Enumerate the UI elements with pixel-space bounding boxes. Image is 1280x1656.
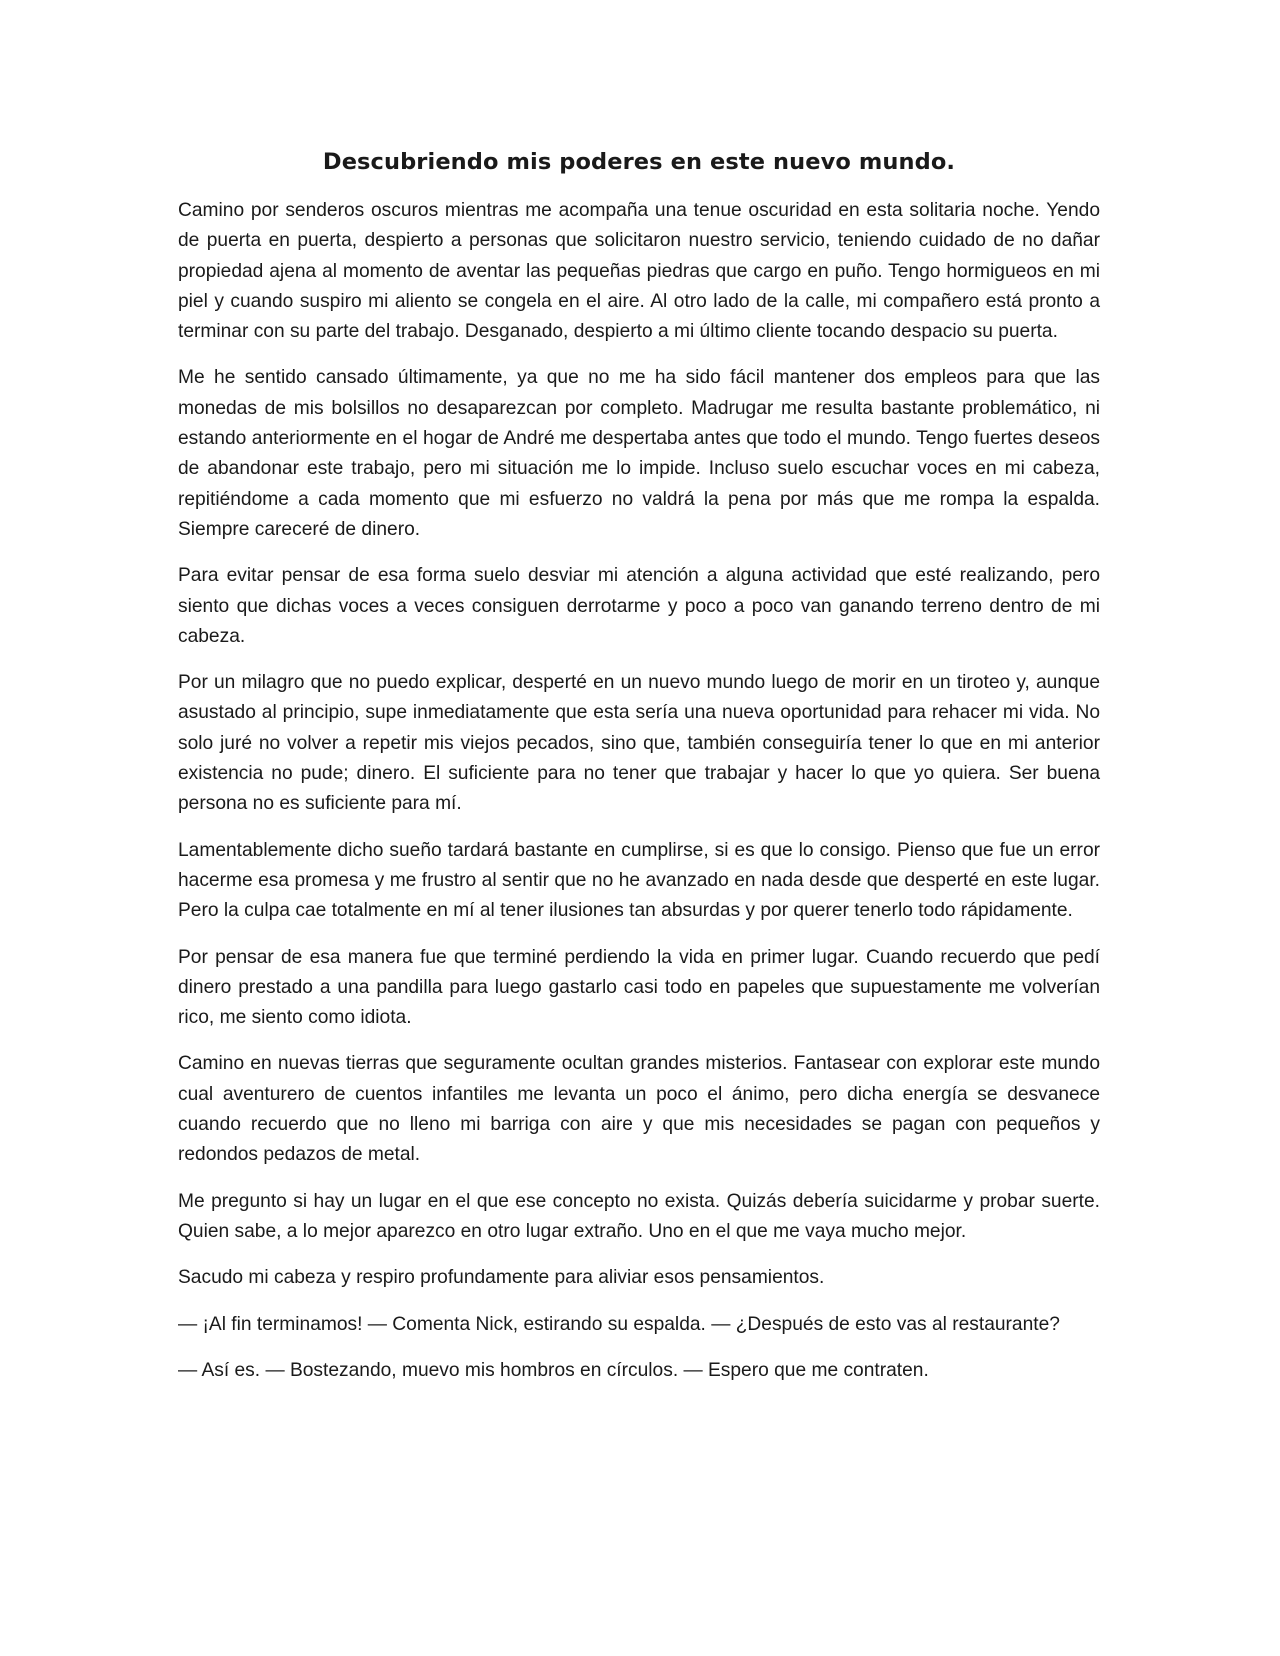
paragraph: Por pensar de esa manera fue que terminé perdiendo la vida en primer lugar. Cuando recuerdo que pedí dinero prestado a una pandilla para luego gastarlo casi todo en papeles que supuestamente me volverían rico, me siento como idiota. xyxy=(178,946,1100,1029)
paragraph: Lamentablemente dicho sueño tardará bastante en cumplirse, si es que lo consigo. Pienso que fue un error hacerme esa promesa y me frustro al sentir que no he avanzado en nada desde que desperté en este lugar. Pero la culpa cae totalmente en mí al tener ilusiones tan absurdas y por querer tenerlo todo rápidamente. xyxy=(178,839,1100,922)
paragraph: Para evitar pensar de esa forma suelo desviar mi atención a alguna actividad que esté realizando, pero siento que dichas voces a veces consiguen derrotarme y poco a poco van ganando terreno dentro de mi cabeza. xyxy=(178,565,1100,647)
dialogue-paragraph: — ¡Al fin terminamos! — Comenta Nick, estirando su espalda. — ¿Después de esto vas al restaurante? xyxy=(178,1313,1060,1335)
paragraph: Sacudo mi cabeza y respiro profundamente para aliviar esos pensamientos. xyxy=(178,1267,825,1289)
dialogue-paragraph: — Así es. — Bostezando, muevo mis hombros en círculos. — Espero que me contraten. xyxy=(178,1359,929,1381)
paragraph: Me pregunto si hay un lugar en el que ese concepto no exista. Quizás debería suicidarme y probar suerte. Quien sabe, a lo mejor aparezco en otro lugar extraño. Uno en el que me vaya mucho mejor. xyxy=(178,1190,1100,1242)
paragraph: Me he sentido cansado últimamente, ya que no me ha sido fácil mantener dos empleos para que las monedas de mis bolsillos no desaparezcan por completo. Madrugar me resulta bastante problemático, ni estando anteriormente en el hogar de André me despertaba antes que todo el mundo. Tengo fuertes deseos de abandonar este trabajo, pero mi situación me lo impide. Incluso suelo escuchar voces en mi cabeza, repitiéndome a cada momento que mi esfuerzo no valdrá la pena por más que me rompa la espalda. Siempre careceré de dinero. xyxy=(178,367,1100,540)
document-title: Descubriendo mis poderes en este nuevo mundo. xyxy=(322,149,956,175)
document-page xyxy=(178,146,1100,1402)
paragraph: Camino por senderos oscuros mientras me acompaña una tenue oscuridad en esta solitaria noche. Yendo de puerta en puerta, despierto a personas que solicitaron nuestro servicio, teniendo cuidado de no dañar propiedad ajena al momento de aventar las pequeñas piedras que cargo en puño. Tengo hormigueos en mi piel y cuando suspiro mi aliento se congela en el aire. Al otro lado de la calle, mi compañero está pronto a terminar con su parte del trabajo. Desganado, despierto a mi último cliente tocando despacio su puerta. xyxy=(178,200,1100,343)
paragraph: Camino en nuevas tierras que seguramente ocultan grandes misterios. Fantasear con explorar este mundo cual aventurero de cuentos infantiles me levanta un poco el ánimo, pero dicha energía se desvanece cuando recuerdo que no lleno mi barriga con aire y que mis necesidades se pagan con pequeños y redondos pedazos de metal. xyxy=(178,1053,1100,1166)
paragraph: Por un milagro que no puedo explicar, desperté en un nuevo mundo luego de morir en un tiroteo y, aunque asustado al principio, supe inmediatamente que esta sería una nueva oportunidad para rehacer mi vida. No solo juré no volver a repetir mis viejos pecados, sino que, también conseguiría tener lo que en mi anterior existencia no pude; dinero. El suficiente para no tener que trabajar y hacer lo que yo quiera. Ser buena persona no es suficiente para mí. xyxy=(178,672,1100,815)
